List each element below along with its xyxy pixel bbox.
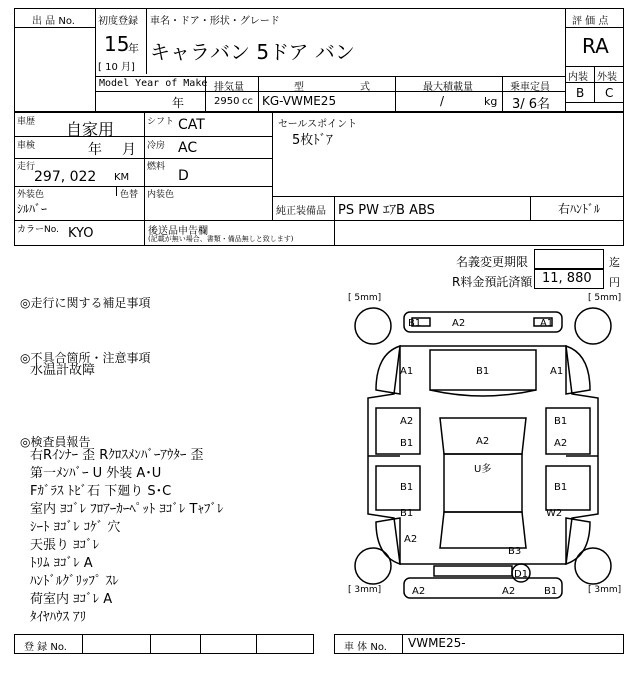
mark-front-a1-right: A1 <box>540 318 554 329</box>
mark-left-front-door-lower: B1 <box>400 438 414 449</box>
equipment-value: PS PW ｴｱB ABS <box>338 203 435 218</box>
inspector-line: 荷室内 ﾖｺﾞﾚ A <box>30 592 113 607</box>
chassis-label: 車 体 No. <box>344 642 387 653</box>
late-declaration-note: (記載が無い場合、書類・備品無しと致します) <box>148 235 294 243</box>
color-change-label: 色替 <box>120 190 139 200</box>
mark-left-rear-quarter: B1 <box>400 508 414 519</box>
name-change-label: 名義変更期限 <box>456 255 529 269</box>
displacement-unit: cc <box>242 96 253 107</box>
equipment-label: 純正装備品 <box>276 206 326 217</box>
interior-label: 内装 <box>568 72 588 83</box>
mark-roof: A2 <box>476 436 490 447</box>
tread-bottom-left: [ 3mm] <box>348 585 382 595</box>
steering-value: 右ﾊﾝﾄﾞﾙ <box>558 202 601 216</box>
reg-year: 15 <box>104 32 130 56</box>
model-year-label: Model Year of Make <box>99 78 208 89</box>
fuel-label: 燃料 <box>147 162 166 172</box>
max-load-label: 最大積載量 <box>423 82 473 93</box>
recycle-label: R料金預託済額 <box>452 275 533 289</box>
inspector-line: Fｶﾞﾗｽ ﾄﾋﾞ石 下廻り S･C <box>30 484 172 499</box>
max-load-value: / <box>440 94 445 108</box>
mileage-label: 走行 <box>17 162 36 172</box>
tread-bottom-right: [ 3mm] <box>588 585 622 595</box>
capacity-value: 3/ 6名 <box>512 97 551 112</box>
exterior-color-value: ｼﾙﾊﾞｰ <box>17 202 48 216</box>
late-declaration-label: 後送品申告欄 <box>148 226 208 237</box>
mark-right-front-door-lower: A2 <box>554 438 568 449</box>
defects-list <box>30 362 95 380</box>
model-label: 型 <box>294 82 304 93</box>
fuel-value: D <box>178 168 189 184</box>
rating-value: RA <box>582 34 609 58</box>
car-name-label: 車名・ドア・形状・グレード <box>150 16 280 27</box>
capacity-label: 乗車定員 <box>510 82 550 93</box>
recycle-value: 11, 880 <box>542 271 592 286</box>
color-no-value: KYO <box>68 226 94 241</box>
mark-right-front-fender: A1 <box>550 366 564 377</box>
rating-label: 評 価 点 <box>572 16 609 27</box>
inspection-year-unit: 年 <box>88 142 102 158</box>
mark-front-a2: A2 <box>452 318 466 329</box>
ac-label: 冷房 <box>147 141 166 151</box>
first-reg-label: 初度登録 <box>98 16 138 27</box>
name-change-unit: 迄 <box>609 256 620 269</box>
chassis-value: VWME25- <box>408 636 466 650</box>
inspection-month-unit: 月 <box>122 142 136 158</box>
car-damage-diagram <box>340 286 630 626</box>
inspector-line: ﾄﾘﾑ ﾖｺﾞﾚ A <box>30 556 93 571</box>
color-no-label: カラーNo. <box>17 225 59 235</box>
max-load-unit: kg <box>484 95 498 108</box>
sales-point-label: セールスポイント <box>278 119 358 130</box>
name-change-box <box>534 249 604 269</box>
mark-hood: B1 <box>476 366 490 377</box>
shift-label: シフト <box>147 117 175 127</box>
sales-point-value: 5枚ﾄﾞｱ <box>292 133 333 148</box>
reg-year-unit: 年 <box>128 42 139 55</box>
defects-line: 水温計故障 <box>30 363 96 378</box>
mark-rear-a2: A2 <box>502 586 516 597</box>
mark-rear-b1: B1 <box>544 586 558 597</box>
inspector-line: 右Rｲﾝﾅｰ 歪 Rｸﾛｽﾒﾝﾊﾞｰｱｳﾀｰ 歪 <box>30 448 204 463</box>
shift-value: CAT <box>178 117 205 133</box>
mark-left-slide-door: B1 <box>400 482 414 493</box>
inspector-line: 天張り ﾖｺﾞﾚ <box>30 538 100 553</box>
inspector-line: ﾀｲﾔﾊｳｽ ｱﾘ <box>30 610 87 625</box>
inspector-line: 第一ﾒﾝﾊﾞｰ U 外装 A･U <box>30 466 162 481</box>
mark-right-rear-quarter: W2 <box>546 508 563 519</box>
defects-title: ◎不具合箇所・注意事項 <box>20 351 151 365</box>
exterior-label: 外装 <box>597 72 617 83</box>
mark-roof-u: U多 <box>474 464 492 475</box>
mark-rear-d1: D1 <box>514 569 529 580</box>
model-code: KG-VWME25 <box>262 94 337 108</box>
car-name: キャラバン 5ドア バン <box>150 40 355 64</box>
mark-right-slide-door: B1 <box>554 482 568 493</box>
mark-front-b1-left: B1 <box>408 318 422 329</box>
inspector-list <box>30 447 223 627</box>
inspector-line: ｼｰﾄ ﾖｺﾞﾚ ｺｹﾞ 穴 <box>30 520 121 535</box>
model-label-2: 式 <box>360 82 370 93</box>
displacement-label: 排気量 <box>214 82 244 93</box>
inspection-label: 車検 <box>17 141 36 151</box>
history-value: 自家用 <box>66 120 115 139</box>
ac-value: AC <box>178 140 198 156</box>
displacement-value: 2950 <box>214 96 240 107</box>
tread-top-right: [ 5mm] <box>588 293 622 303</box>
tread-top-left: [ 5mm] <box>348 293 382 303</box>
mark-back-door: B3 <box>508 546 522 557</box>
mark-left-front-fender: A1 <box>400 366 414 377</box>
mark-left-rear: A2 <box>404 534 418 545</box>
history-label: 車歴 <box>17 117 36 127</box>
mark-right-front-door: B1 <box>554 416 568 427</box>
inspector-title: ◎検査員報告 <box>20 435 91 449</box>
lot-no-label: 出 品 No. <box>32 16 75 27</box>
running-notes-title: ◎走行に関する補足事項 <box>20 296 151 310</box>
interior-grade: B <box>576 86 585 100</box>
mileage-unit: KM <box>114 172 130 183</box>
exterior-color-label: 外装色 <box>17 190 45 200</box>
inspector-line: ﾊﾝﾄﾞﾙｸﾞﾘｯﾌﾟ ｽﾚ <box>30 574 119 589</box>
reg-no-label: 登 録 No. <box>24 642 67 653</box>
mileage-value: 297, 022 <box>34 169 97 185</box>
model-year-unit: 年 <box>172 96 185 110</box>
inspector-line: 室内 ﾖｺﾞﾚ ﾌﾛｱｰｶｰﾍﾟｯﾄ ﾖｺﾞﾚ Tｬﾌﾞﾚ <box>30 502 224 517</box>
reg-month: [ 10 月] <box>98 62 135 73</box>
exterior-grade: C <box>605 86 614 100</box>
recycle-unit: 円 <box>609 276 620 289</box>
mark-left-front-door: A2 <box>400 416 414 427</box>
interior-color-label: 内装色 <box>147 190 175 200</box>
mark-rear-a2-left: A2 <box>412 586 426 597</box>
